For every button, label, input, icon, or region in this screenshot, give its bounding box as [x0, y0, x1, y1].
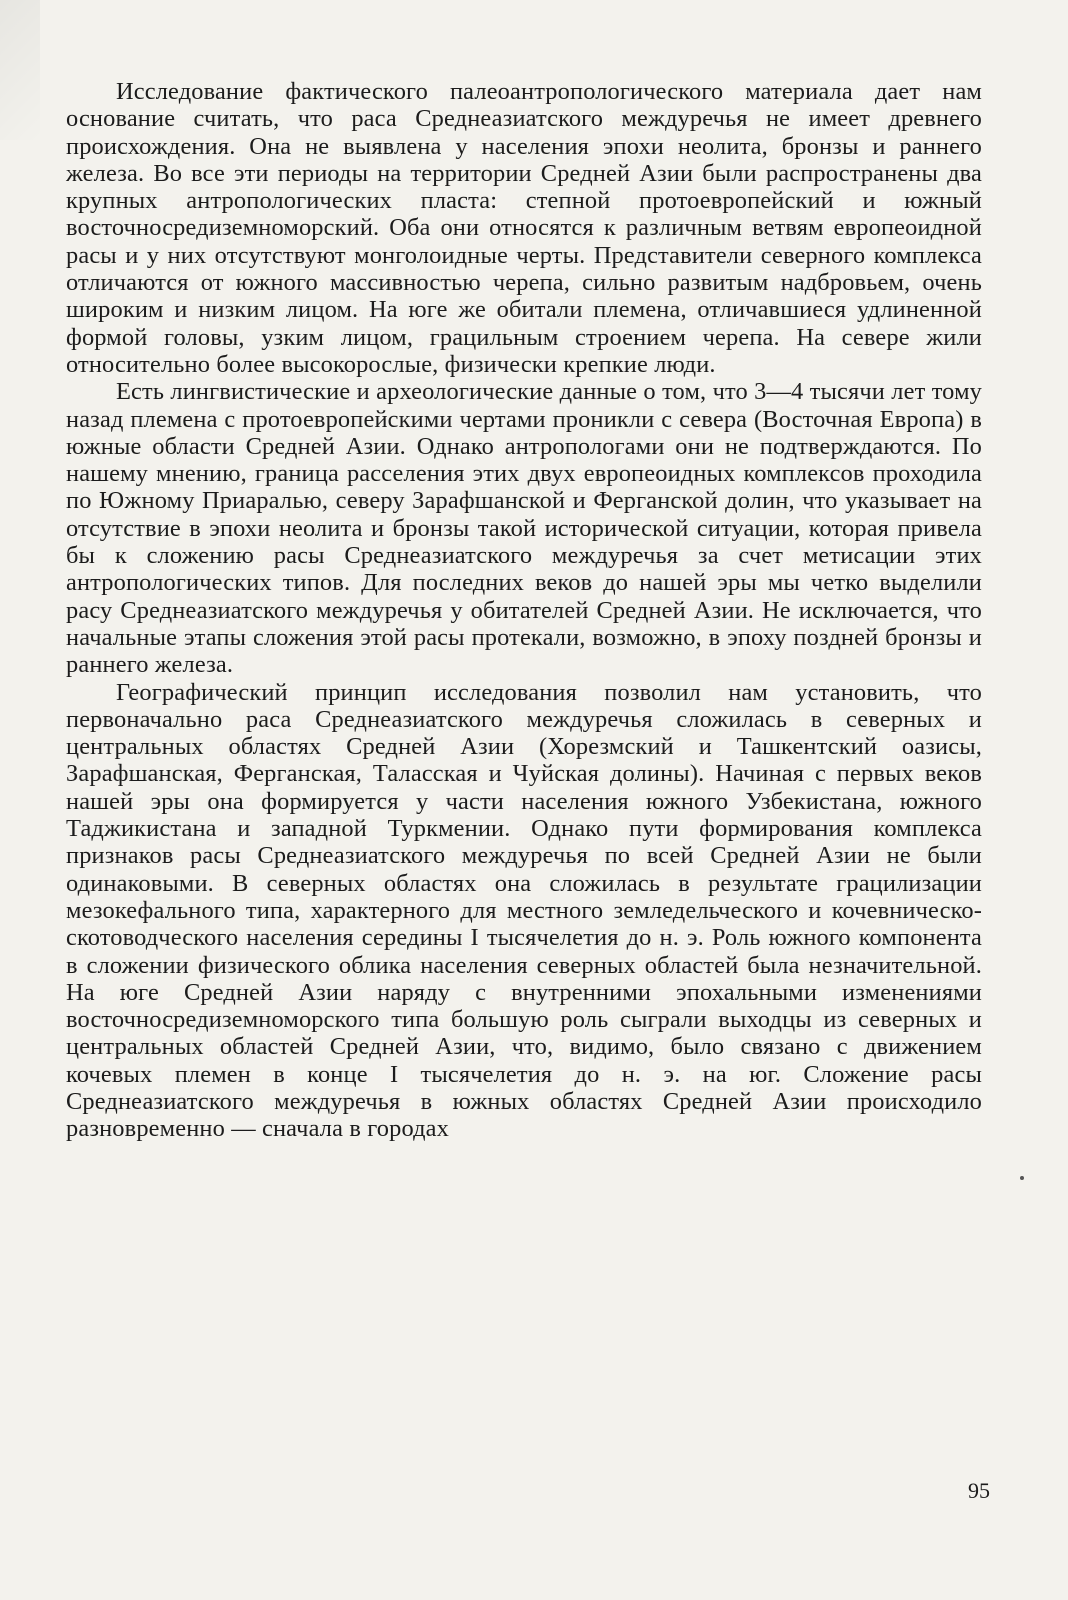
page-number: 95	[968, 1478, 990, 1503]
paragraph-1: Исследование фактического палеоантропологического материала дает нам основание считать, что раса Среднеазиатского междуречья не имеет древнего происхождения. Она не выявлена у населения эпохи неолита, бронзы и раннего железа. Во все эти периоды на территории Средней Азии были распространены два крупных антропологических пласта: степной протоевропейский и южный восточносредиземноморский. Оба они относятся к различным ветвям европеоидной расы и у них отсутствуют монголоидные черты. Представители северного комплекса отличаются от южного массивностью черепа, сильно развитым надбровьем, очень широким и низким лицом. На юге же обитали племена, отличавшиеся удлиненной формой головы, узким лицом, грацильным строением черепа. На севере жили относительно более высокорослые, физически крепкие люди.	[66, 78, 982, 378]
body-text	[66, 78, 982, 1143]
print-speck	[1020, 1176, 1024, 1180]
paragraph-2: Есть лингвистические и археологические данные о том, что 3—4 тысячи лет тому назад племена с протоевропейскими чертами проникли с севера (Восточная Европа) в южные области Средней Азии. Однако антропологами они не подтверждаются. По нашему мнению, граница расселения этих двух европеоидных комплексов проходила по Южному Приаралью, северу Зарафшанской и Ферганской долин, что указывает на отсутствие в эпохи неолита и бронзы такой исторической ситуации, которая привела бы к сложению расы Среднеазиатского междуречья за счет метисации этих антропологических типов. Для последних веков до нашей эры мы четко выделили расу Среднеазиатского междуречья у обитателей Средней Азии. Не исключается, что начальные этапы сложения этой расы протекали, возможно, в эпоху поздней бронзы и раннего железа.	[66, 378, 982, 679]
scan-edge-shadow	[0, 0, 40, 140]
paragraph-3: Географический принцип исследования позволил нам установить, что первоначально раса Среднеазиатского междуречья сложилась в северных и центральных областях Средней Азии (Хорезмский и Ташкентский оазисы, Зарафшанская, Ферганская, Таласская и Чуйская долины). Начиная с первых веков нашей эры она формируется у части населения южного Узбекистана, южного Таджикистана и западной Туркмении. Однако пути формирования комплекса признаков расы Среднеазиатского междуречья по всей Средней Азии не были одинаковыми. В северных областях она сложилась в результате грацилизации мезокефального типа, характерного для местного земледельческого и кочевническо-скотоводческого населения середины I тысячелетия до н. э. Роль южного компонента в сложении физического облика населения северных областей была незначительной. На юге Средней Азии наряду с внутренними эпохальными изменениями восточносредиземноморского типа большую роль сыграли выходцы из северных и центральных областей Средней Азии, что, видимо, было связано с движением кочевых племен в конце I тысячелетия до н. э. на юг. Сложение расы Среднеазиатского междуречья в южных областях Средней Азии происходило разновременно — сначала в городах	[66, 678, 982, 1143]
